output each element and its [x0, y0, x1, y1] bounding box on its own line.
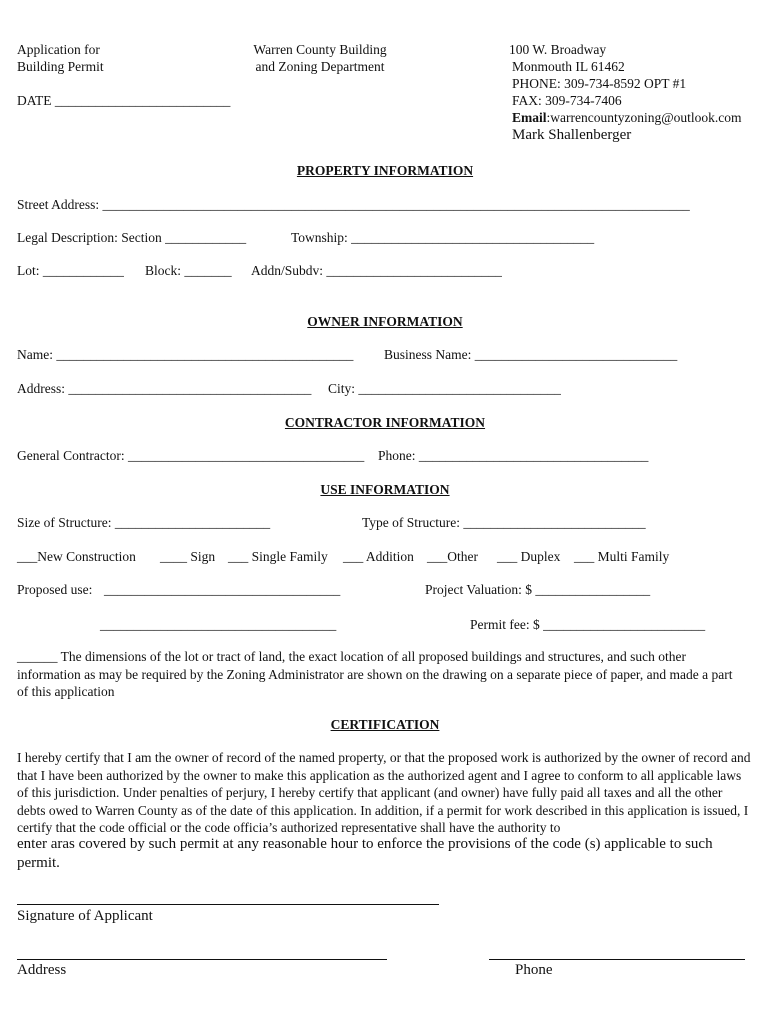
office-email — [512, 109, 742, 126]
addition-option[interactable]: ___ Addition — [343, 549, 414, 564]
use-info-heading: USE INFORMATION — [320, 482, 450, 497]
department-name-line1: Warren County Building — [253, 42, 387, 57]
legal-description-section-field[interactable]: Legal Description: Section ____________ — [17, 230, 247, 245]
sign-option[interactable]: ____ Sign — [160, 549, 216, 564]
email-value: :warrencountyzoning@outlook.com — [546, 110, 742, 125]
addition-subdivision-field[interactable]: Addn/Subdv: __________________________ — [251, 263, 502, 278]
contractor-phone-field[interactable]: Phone: __________________________________ — [378, 448, 649, 463]
township-field[interactable]: Township: ____________________________________ — [291, 230, 595, 245]
office-address-city: Monmouth IL 61462 — [512, 59, 625, 74]
general-contractor-field[interactable]: General Contractor: ___________________________________ — [17, 448, 365, 463]
owner-info-heading: OWNER INFORMATION — [307, 314, 463, 329]
address-signature-line[interactable] — [17, 959, 387, 960]
phone-signature-label: Phone — [515, 962, 553, 978]
date-field[interactable]: DATE __________________________ — [17, 93, 231, 108]
certification-heading: CERTIFICATION — [330, 717, 440, 732]
owner-name-field[interactable]: Name: ____________________________________________ — [17, 347, 354, 362]
address-signature-label: Address — [17, 962, 67, 978]
certification-text-continued: enter aras covered by such permit at any reasonable hour to enforce the provisions of the code (s) applicable to such permit. — [17, 836, 713, 871]
permit-fee-field[interactable]: Permit fee: $ ________________________ — [470, 617, 706, 632]
project-valuation-field[interactable]: Project Valuation: $ _________________ — [425, 582, 651, 597]
contractor-info-heading: CONTRACTOR INFORMATION — [284, 415, 486, 430]
proposed-use-field[interactable]: ___________________________________ — [104, 582, 341, 597]
duplex-option[interactable]: ___ Duplex — [497, 549, 561, 564]
proposed-use-label: Proposed use: — [17, 582, 93, 597]
lot-field[interactable]: Lot: ____________ — [17, 263, 124, 278]
owner-city-field[interactable]: City: ______________________________ — [328, 381, 561, 396]
office-fax: FAX: 309-734-7406 — [512, 93, 622, 108]
form-title-line1: Application for — [17, 42, 100, 57]
certification-text: I hereby certify that I am the owner of record of the named property, or that the proposed work is authorized by the owner of record and that I have been authorized by the owner to make this application as the authorized agent and I agree to conform to all applicable laws of this jurisdiction. Under penalties of perjury, I hereby certify that applicant (and owner) have fully paid all taxes and all the other debts owed to Warren County as of the date of this application. In addition, if a permit for work described in this application is issued, I certify that the code official or the code officia’s authorized representative shall have the authority to — [17, 750, 751, 835]
property-info-heading: PROPERTY INFORMATION — [296, 163, 474, 178]
street-address-field[interactable]: Street Address: _______________________________________________________________________________________ — [17, 197, 690, 212]
size-of-structure-field[interactable]: Size of Structure: _______________________ — [17, 515, 271, 530]
department-name-line2: and Zoning Department — [255, 59, 385, 74]
block-field[interactable]: Block: _______ — [145, 263, 232, 278]
multi-family-option[interactable]: ___ Multi Family — [574, 549, 670, 564]
single-family-option[interactable]: ___ Single Family — [228, 549, 328, 564]
office-address-street: 100 W. Broadway — [509, 42, 607, 57]
type-of-structure-field[interactable]: Type of Structure: ___________________________ — [362, 515, 646, 530]
dimensions-note: ______ The dimensions of the lot or tract of land, the exact location of all proposed buildings and structures, and such other information as may be required by the Zoning Administrator are shown on the drawing on a separate piece of paper, and made a part of this application — [17, 649, 733, 699]
form-title-line2: Building Permit — [17, 59, 104, 74]
proposed-use-field-line2[interactable]: ___________________________________ — [100, 617, 337, 632]
new-construction-option[interactable]: ___New Construction — [17, 549, 136, 564]
signature-label: Signature of Applicant — [17, 908, 153, 924]
owner-address-field[interactable]: Address: ____________________________________ — [17, 381, 312, 396]
email-label: Email — [512, 110, 547, 125]
phone-signature-line[interactable] — [489, 959, 745, 960]
other-option[interactable]: ___Other — [427, 549, 478, 564]
signature-line[interactable] — [17, 904, 439, 905]
office-phone: PHONE: 309-734-8592 OPT #1 — [512, 76, 687, 91]
contact-name: Mark Shallenberger — [512, 127, 632, 143]
business-name-field[interactable]: Business Name: ______________________________ — [384, 347, 678, 362]
